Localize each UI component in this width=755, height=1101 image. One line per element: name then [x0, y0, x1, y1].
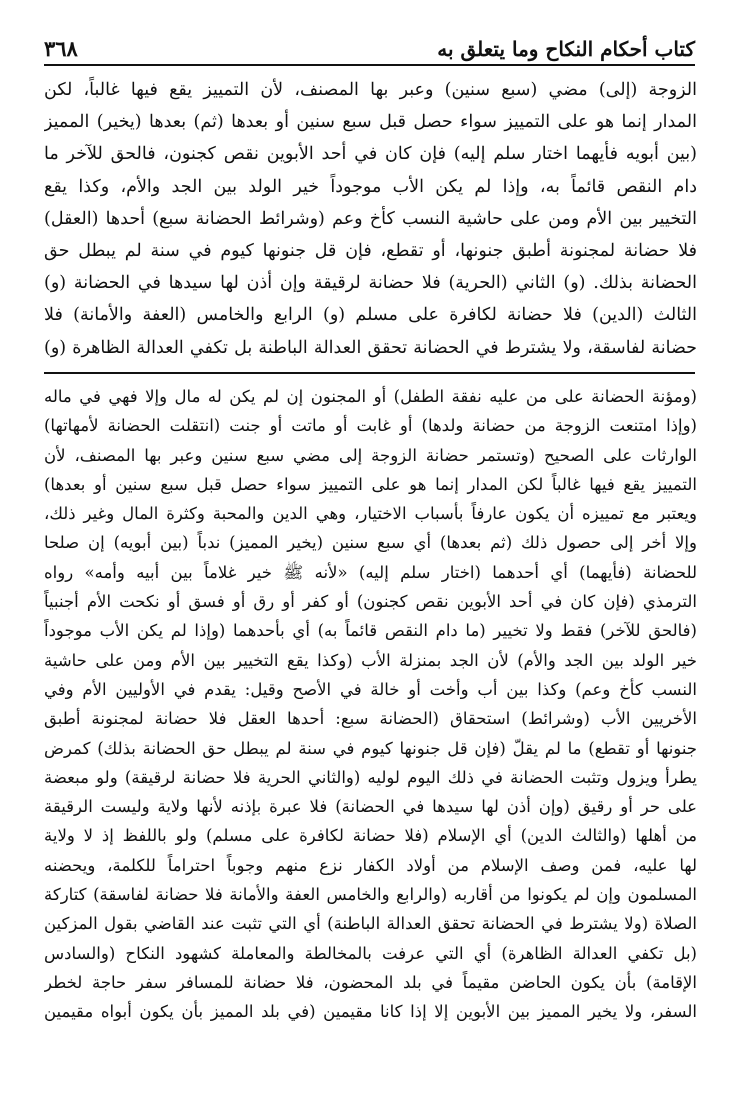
commentary-line: الأخريين الأب (وشرائط) استحقاق (الحضانة سبع: أحدها العقل فلا حضانة لمجنونة أطبق — [44, 709, 697, 729]
commentary-line: من أهلها (والثالث الدين) أي الإسلام (فلا حضانة لكافرة على مسلم) ولو باللفظ إذ لا ولاية — [44, 826, 697, 846]
commentary-line: للحضانة (فأيهما) أي أحدهما (اختار سلم إليه) «لأنه ﷺ خير غلاماً بين أبيه وأمه» رواه — [44, 562, 697, 582]
commentary-text — [44, 382, 697, 1027]
commentary-line: لها عليه، فمن وصف الإسلام من أولاد الكفار نزع منهم وجوباً احتراماً للكلمة، ويحضنه — [44, 855, 697, 875]
main-text — [44, 74, 697, 364]
commentary-line: الصلاة (ولا يشترط في الحضانة تحقق العدالة الباطنة) أي التي تثبت عند القاضي بقول المزكين — [44, 914, 697, 934]
commentary-line: الترمذي (فإن كان في أحد الأبوين نقص كجنون) أو كفر أو رق أو فسق أو نكحت الأم أجنبياً — [44, 592, 697, 612]
commentary-line: (وإذا امتنعت الزوجة من حضانة ولدها) أو غابت أو ماتت أو جنت (انتقلت الحضانة لأمهاتها) — [44, 416, 697, 436]
main-text-line: الحضانة بذلك. (و) الثاني (الحرية) فلا حضانة لرقيقة وإن أذن لها سيدها في الحضانة (و) — [44, 273, 697, 294]
main-text-line: المدار إنما هو على التمييز سواء حصل قبل سبع سنين أو بعدها (ثم) بعدها (يخير) المميز — [44, 112, 697, 133]
main-text-line: الزوجة (إلى) مضي (سبع سنين) وعبر بها المصنف، لأن التمييز يقع فيها غالباً، لكن — [44, 80, 697, 100]
commentary-line: ويعتبر مع تمييزه أن يكون عارفاً بأسباب الاختيار، وهي الدين والمحبة وكثرة المال وغير ذلك، — [44, 504, 697, 524]
main-text-line: دام النقص قائماً به، وإذا لم يكن الأب موجوداً خير الولد بين الجد والأم، وكذا يقع — [44, 176, 697, 197]
commentary-line: جنونها أو تقطع) ما لم يقلّ (فإن قل جنونها كيوم في سنة لم يبطل حق الحضانة بذلك) كمرض — [44, 738, 697, 758]
commentary-line: (ومؤنة الحضانة على من عليه نفقة الطفل) أو المجنون إن لم يكن له مال وإلا فهي في ماله — [44, 387, 697, 406]
commentary-line: على حر أو رقيق (وإن أذن لها سيدها في الحضانة) فلا عبرة بإذنه لأنها ولاية وليست الرقيقة — [44, 797, 697, 817]
commentary-line: خير الولد بين الجد والأم) لأن الجد بمنزلة الأب (وكذا يقع التخيير بين الأم ومن على حاشية — [44, 650, 697, 670]
commentary-line: (بل تكفي العدالة الظاهرة) أي التي عرفت بالمخالطة والمعاملة كشهود النكاح (والسادس — [44, 943, 697, 963]
main-text-line: الثالث (الدين) فلا حضانة لكافرة على مسلم (و) الرابع والخامس (العفة والأمانة) فلا — [44, 305, 697, 326]
commentary-line: يطرأ ويزول وتثبت الحضانة في ذلك اليوم لوليه (والثاني الحرية فلا حضانة لرقيقة) ولو مبعضة — [44, 767, 697, 787]
main-text-line: فلا حضانة لمجنونة أطبق جنونها، أو تقطع، فإن قل جنونها كيوم في سنة لم يبطل حق — [44, 240, 697, 261]
text-separator-rule — [44, 372, 695, 374]
main-text-line: التخيير بين الأم ومن على حاشية النسب كأخ وعم (وشرائط الحضانة سبع) أحدها (العقل) — [44, 208, 697, 229]
main-text-line: حضانة لفاسقة، ولا يشترط في الحضانة تحقق العدالة الباطنة بل تكفي العدالة الظاهرة (و) — [44, 337, 697, 358]
commentary-line: السفر، ولا يخير المميز بين الأبوين إلا إذا كانا مقيمين (في بلد المميز بأن يكون أبواه مقيمين — [44, 1002, 697, 1022]
commentary-line: المسلمون وإن لم يكونوا من أقاربه (والرابع والخامس العفة والأمانة فلا حضانة لفاسقة) كتاركة — [44, 885, 697, 905]
main-text-line: (بين أبويه فأيهما اختار سلم إليه) فإن كان في أحد الأبوين نقص كجنون، فالحق للآخر ما — [44, 144, 697, 165]
commentary-line: النسب كأخ وعم) وكذا بين أب وأخت أو خالة في الأصح وقيل: يقدم في الأوليين الأم وفي — [44, 679, 697, 699]
commentary-line: (فالحق للآخر) فقط ولا تخيير (ما دام النقص قائماً به) أي بأحدهما (وإذا لم يكن الأب موجوداً — [44, 621, 697, 641]
commentary-line: الوارثات على الصحيح (وتستمر حضانة الزوجة إلى مضي سبع سنين وعبر بها المصنف، لأن — [44, 445, 697, 465]
page-header — [44, 30, 695, 66]
commentary-line: الإقامة) بأن يكون الحاضن مقيماً في بلد المحضون، فلا حضانة للمسافر سفر حاجة لخطر — [44, 972, 697, 992]
commentary-line: وإلا أخر إلى حصول ذلك (ثم بعدها) أي سبع سنين (يخير المميز) ندباً (بين أبويه) إن صلحا — [44, 533, 697, 553]
commentary-line: التمييز يقع فيها غالباً لكن المدار إنما هو على التمييز سواء حصل قبل سبع سنين أو بعدها) — [44, 474, 697, 494]
running-title: كتاب أحكام النكاح وما يتعلق به — [437, 37, 695, 61]
page-number: ٣٦٨ — [44, 36, 78, 61]
